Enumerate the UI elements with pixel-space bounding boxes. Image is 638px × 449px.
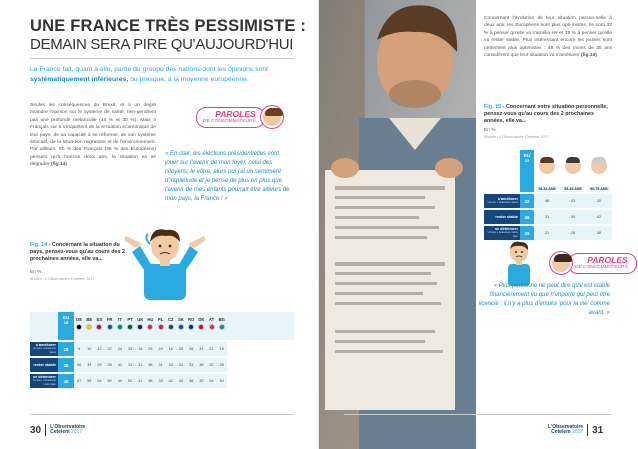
row-label-sub: Un peu + beaucoup moins bien — [33, 378, 56, 387]
eu-value-cell: 29 — [520, 226, 534, 240]
value-cell: 31 — [135, 358, 145, 372]
paroles-pill-right — [568, 253, 637, 274]
age-group-header — [534, 150, 560, 192]
country-flag-icon — [137, 324, 143, 330]
country-code: PL — [157, 317, 164, 322]
paroles-badge-right — [550, 252, 637, 274]
title-divider — [30, 58, 294, 59]
value-cell: 32 — [196, 374, 206, 388]
page-number-right: 31 — [592, 424, 604, 436]
row-label-sub: Un peu + beaucoup mieux — [487, 201, 518, 204]
headline-line-2: DEMAIN SERA PIRE QU'AUJOURD'HUI — [30, 36, 294, 53]
country-header-cell — [196, 312, 206, 340]
country-flag-icon — [76, 324, 82, 330]
country-code: AT — [208, 317, 215, 322]
country-header-cell — [166, 312, 176, 340]
country-header-cell — [84, 312, 94, 340]
value-cell: 33 — [125, 342, 135, 356]
figure-15-source: Source : L'Observatoire Cetelem 2017 — [484, 135, 549, 139]
figure-14-title-text: - Concernant la situation du pays, pensez-vous qu'au cours des 2 prochaines années, elle va... — [30, 242, 126, 262]
row-label-text: rester stable — [495, 214, 518, 219]
country-header-cell — [94, 312, 104, 340]
consumer-avatar-icon — [261, 106, 283, 128]
body-paragraph-left — [30, 102, 156, 169]
country-header-cell — [217, 312, 227, 340]
figure-14-number: Fig. 14 — [30, 242, 48, 248]
cartoon-man-illustration-icon — [122, 226, 208, 300]
row-label-text: rester stable — [33, 362, 56, 367]
value-cell: 20 — [586, 194, 612, 208]
page-footer-right — [548, 424, 603, 436]
table-row — [30, 358, 294, 372]
value-cell: 18 — [217, 342, 227, 356]
country-flag-icon — [178, 324, 184, 330]
value-cell: 21 — [206, 342, 216, 356]
age-group-header — [586, 150, 612, 192]
country-code: DK — [198, 317, 205, 322]
figure-15-unit: En % — [484, 128, 496, 133]
consumer-quote-left: « En clair, les élections présidentielles vont jouer sur l'avenir de mon foyer, celui des citoyens, le vôtre, alors oui j'ai un sentiment d'inquiétude et je pense de plus en plus que l'avenir de mes enfants pourrait être ailleurs de mon pays, la France ! » — [165, 151, 290, 202]
country-flag-icon — [117, 324, 123, 330]
figure-14-unit: En % — [30, 270, 42, 275]
paroles-subtitle: DE CONSOMMATEURS — [203, 118, 256, 124]
eu-value-cell: 45 — [58, 374, 74, 388]
table-row — [30, 374, 294, 388]
country-flag-icon — [158, 324, 164, 330]
age-header-row — [484, 150, 612, 192]
country-code: ES — [96, 317, 103, 322]
value-cell: 38 — [186, 374, 196, 388]
value-cell: 54 — [206, 374, 216, 388]
value-cell: 54 — [217, 374, 227, 388]
value-cell: 28 — [560, 226, 586, 240]
eu-value-cell: 19 — [58, 342, 74, 356]
paroles-badge-left — [196, 106, 283, 128]
eu-header — [58, 312, 74, 340]
value-cell: 38 — [586, 226, 612, 240]
country-code: RO — [188, 317, 195, 322]
value-cell: 40 — [115, 374, 125, 388]
body-paragraph-right — [484, 15, 612, 59]
value-cell: 10 — [84, 342, 94, 356]
value-cell: 50 — [105, 374, 115, 388]
table-row — [484, 210, 612, 224]
value-cell: 24 — [156, 342, 166, 356]
cartoon-man-small-illustration-icon — [502, 240, 536, 286]
footer-rule-right — [344, 414, 612, 415]
value-cell: 25 — [176, 342, 186, 356]
country-flag-icon — [127, 324, 133, 330]
footer-rule-left — [30, 414, 294, 415]
table-row — [484, 194, 612, 208]
eu-header-sub: 15 — [63, 320, 69, 325]
country-flag-icon — [188, 324, 194, 330]
eu-value-cell: 35 — [58, 358, 74, 372]
value-cell: 52 — [125, 374, 135, 388]
age-group-avatar-icon — [591, 158, 607, 174]
value-cell: 38 — [196, 358, 206, 372]
country-header-cell — [186, 312, 196, 340]
observatoire-logo-left: L'Observatoire Cetelem 2017 — [50, 423, 86, 435]
country-header-cell — [74, 312, 84, 340]
value-cell: 38 — [145, 358, 155, 372]
value-cell: 38 — [145, 374, 155, 388]
figure-14-table — [30, 312, 294, 388]
eu-value-cell: 38 — [520, 210, 534, 224]
value-cell: 33 — [166, 358, 176, 372]
row-label — [484, 226, 520, 240]
country-code: PT — [127, 317, 133, 322]
eu-header-15-sub: 15 — [524, 158, 530, 163]
observatoire-logo-right: L'Observatoire Cetelem 2017 — [548, 423, 584, 435]
eu-value-cell: 32 — [520, 194, 534, 208]
body-text-left: Seules les conséquences du Brexit, et à un degré moindre l'opinion sur le système de santé, rien-gendrent pas une profonde mélancolie (44 % et 30 %). Mais 4 Français sur 5 s'inquiètent de la si-tuation économique de leur pays, de sa capacité à se réformer, de son système éducatif, de la situa-tion migratoire et de l'environnement. Par ailleurs, 50 % des Français (45 % des Européens) pensent qu'à horizon deux ans, la situation va se dégrader — [30, 103, 156, 168]
figure-15-title-text: - Concernant votre situation personnelle, pensez-vous qu'au cours des 2 prochaines années, elle va... — [484, 104, 608, 124]
value-cell: 42 — [166, 374, 176, 388]
paroles-subtitle-right: DE CONSOMMATEURS — [575, 264, 628, 270]
age-group-avatar-icon — [565, 158, 581, 174]
figure-14-title — [30, 242, 126, 263]
body-text-right: Concernant l'évolution de leur situation person-nelle à deux ans, les Européens sont plus opti-mistes. Ils sont 32 % à penser qu'elle va s'amélio-rer et 38 % à penser qu'elle va rester stable. Plus intéressant encore les jeunes sont nettement plus optimistes : 48 % des moins de 35 ans considèrent que leur situation va s'améliorer — [484, 16, 612, 59]
country-header-cell — [145, 312, 155, 340]
figure-reference-15: (fig.15) — [580, 53, 597, 59]
country-code: HU — [147, 317, 154, 322]
value-cell: 42 — [586, 210, 612, 224]
row-label — [484, 194, 520, 208]
value-cell: 31 — [125, 358, 135, 372]
man-reading-newspaper-photo — [319, 0, 476, 449]
country-header-cell — [206, 312, 216, 340]
country-code: FR — [106, 317, 113, 322]
value-cell: 28 — [186, 342, 196, 356]
row-label-text: s'améliorer — [497, 196, 518, 201]
consumer-quote-right: « Plus personne ne peut dire qu'il est stable financièrement vu que n'importe qui peut être licencié ; il n'y a plus d'emploi 'pour la vie' comme avant. » — [478, 283, 610, 316]
lead-text-3: ou presque, à la moyenne européenne. — [128, 76, 249, 83]
row-label — [30, 374, 58, 388]
row-label — [30, 342, 58, 356]
value-cell: 55 — [84, 374, 94, 388]
country-code: BE — [86, 317, 93, 322]
eu-header-label: EU — [62, 315, 70, 320]
value-cell: 33 — [84, 358, 94, 372]
country-code: CZ — [167, 317, 174, 322]
country-flag-icon — [107, 324, 113, 330]
country-code: UK — [137, 317, 144, 322]
table-row — [484, 226, 612, 240]
value-cell: 29 — [94, 358, 104, 372]
paroles-pill — [196, 107, 265, 128]
country-flag-icon — [168, 324, 174, 330]
page-footer-left — [30, 424, 85, 436]
row-label-sub: Un peu + beaucoup mieux — [33, 346, 56, 355]
value-cell: 28 — [217, 358, 227, 372]
figure-15-table — [484, 150, 612, 240]
figure-15-number: Fig. 15 — [484, 104, 502, 110]
country-header-cell — [156, 312, 166, 340]
country-header-cell — [105, 312, 115, 340]
value-cell: 31 — [176, 358, 186, 372]
value-cell: 33 — [186, 358, 196, 372]
paroles-title-right: PAROLES — [587, 254, 628, 265]
lead-emphasis: systématiquement inférieures, — [30, 76, 129, 83]
country-flag-icon — [198, 324, 204, 330]
value-cell: 28 — [105, 358, 115, 372]
value-cell: 21 — [534, 226, 560, 240]
country-code: DE — [76, 317, 82, 322]
country-header-cell — [176, 312, 186, 340]
eu-header-15 — [520, 150, 534, 192]
value-cell: 28 — [145, 342, 155, 356]
value-cell: 18 — [135, 342, 145, 356]
country-header-row — [30, 312, 294, 340]
row-label — [484, 210, 520, 224]
value-cell: 41 — [115, 358, 125, 372]
value-cell: 45 — [176, 374, 186, 388]
value-cell: 24 — [115, 342, 125, 356]
headline-line-1: UNE FRANCE TRÈS PESSIMISTE : — [30, 17, 307, 35]
figure-15-title — [484, 104, 612, 125]
row-label-text: se détériorer — [32, 374, 56, 379]
age-group-label: 18-34 ANS — [536, 186, 558, 192]
value-cell: 54 — [94, 374, 104, 388]
value-cell: 48 — [534, 194, 560, 208]
figure-reference-14: (fig.14) — [50, 162, 67, 168]
country-header-cell — [125, 312, 135, 340]
country-code: SK — [178, 317, 184, 322]
lead-text-1: La France fait, quant à elle, partie du groupe des nations dont les opinions sont — [30, 66, 269, 73]
country-header-cell — [135, 312, 145, 340]
row-label-text: se détériorer — [494, 226, 518, 231]
country-flag-icon — [219, 324, 225, 330]
country-flag-icon — [209, 324, 215, 330]
age-group-header — [560, 150, 586, 192]
value-cell: 47 — [74, 374, 84, 388]
paroles-title: PAROLES — [215, 108, 256, 119]
country-flag-icon — [86, 324, 92, 330]
row-label-text: s'améliorer — [35, 342, 56, 347]
value-cell: 33 — [560, 194, 586, 208]
value-cell: 31 — [196, 342, 206, 356]
lead-paragraph — [30, 65, 292, 85]
page-number-left: 30 — [30, 424, 42, 436]
value-cell: 32 — [206, 358, 216, 372]
country-header-cell — [115, 312, 125, 340]
value-cell: 39 — [560, 210, 586, 224]
value-cell: 40 — [74, 358, 84, 372]
value-cell: 31 — [156, 358, 166, 372]
row-label-sub: Un peu + beaucoup moins bien — [487, 230, 518, 239]
value-cell: 12 — [94, 342, 104, 356]
eu-header-15-label: EU — [523, 153, 531, 158]
country-flag-icon — [96, 324, 102, 330]
figure-14-source: Source : L'Observatoire Cetelem 2017 — [30, 277, 95, 281]
value-cell: 41 — [135, 374, 145, 388]
value-cell: 16 — [166, 342, 176, 356]
country-code: BG — [218, 317, 225, 322]
value-cell: 33 — [156, 374, 166, 388]
age-group-label: 35-49 ANS — [562, 186, 584, 192]
value-cell: 31 — [534, 210, 560, 224]
value-cell: 22 — [105, 342, 115, 356]
value-cell: 9 — [74, 342, 84, 356]
table-row — [30, 342, 294, 356]
country-code: IT — [117, 317, 122, 322]
age-group-label: 50-75 ANS — [588, 186, 610, 192]
country-flag-icon — [147, 324, 153, 330]
row-label — [30, 358, 58, 372]
consumer-avatar-right-icon — [550, 252, 572, 274]
age-group-avatar-icon — [539, 158, 555, 174]
